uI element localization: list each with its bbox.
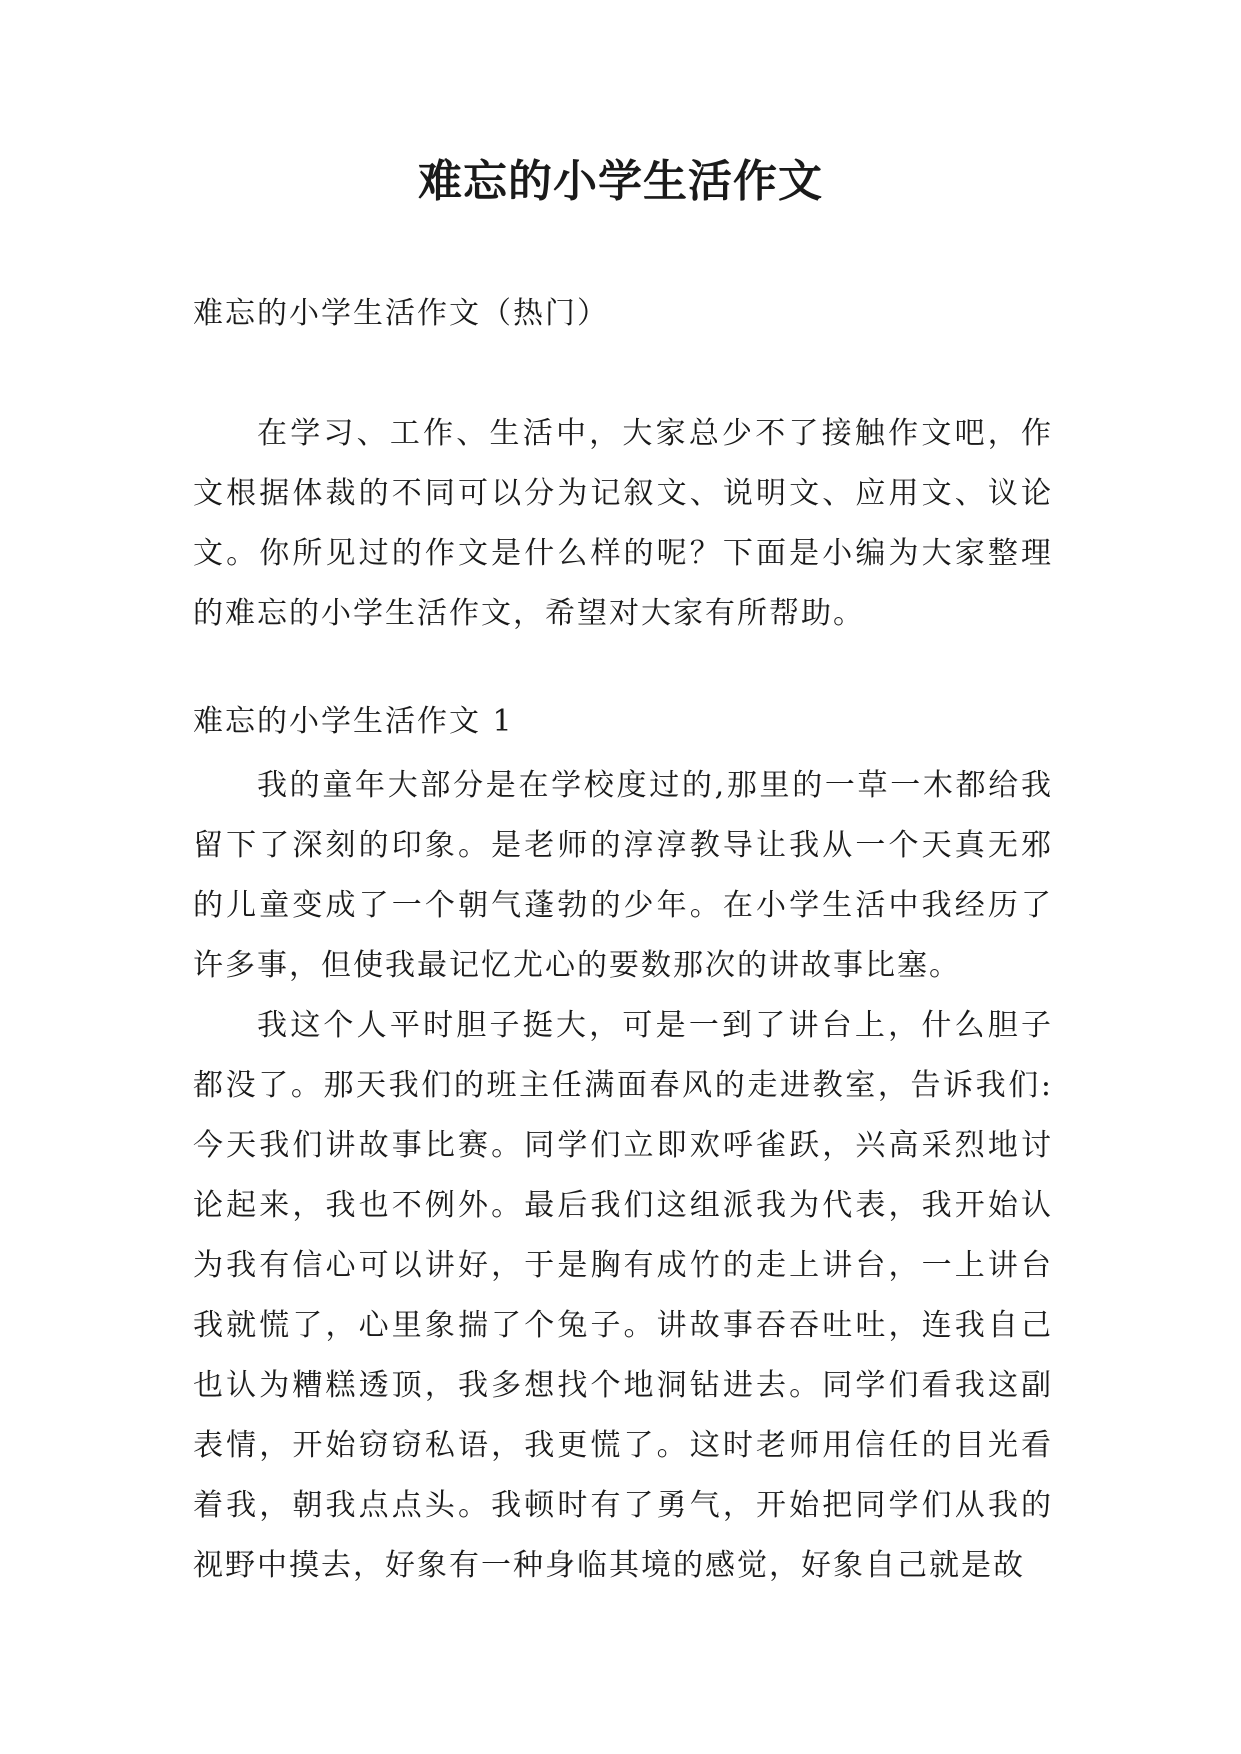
essay-paragraph: 我这个人平时胆子挺大，可是一到了讲台上，什么胆子都没了。那天我们的班主任满面春风的走进教室，告诉我们:今天我们讲故事比赛。同学们立即欢呼雀跃，兴高采烈地讨论起来，我也不例外。最后我们这组派我为代表，我开始认为我有信心可以讲好，于是胸有成竹的走上讲台，一上讲台我就慌了，心里象揣了个兔子。讲故事吞吞吐吐，连我自己也认为糟糕透顶，我多想找个地洞钻进去。同学们看我这副表情，开始窃窃私语，我更慌了。这时老师用信任的目光看着我，朝我点点头。我顿时有了勇气，开始把同学们从我的视野中摸去，好象有一种身临其境的感觉，好象自己就是故 (193, 1008, 1053, 1583)
essay-paragraph: 我的童年大部分是在学校度过的,那里的一草一木都给我留下了深刻的印象。是老师的淳淳教导让我从一个天真无邪的儿童变成了一个朝气蓬勃的少年。在小学生活中我经历了许多事，但使我最记忆尤心的要数那次的讲故事比塞。 (193, 768, 1053, 983)
intro-block (193, 404, 1053, 644)
section-heading: 难忘的小学生活作文 1 (193, 704, 514, 739)
document-title: 难忘的小学生活作文 (418, 156, 823, 207)
essay-body (193, 756, 1053, 1596)
intro-paragraph: 在学习、工作、生活中，大家总少不了接触作文吧，作文根据体裁的不同可以分为记叙文、说明文、应用文、议论文。你所见过的作文是什么样的呢？下面是小编为大家整理的难忘的小学生活作文，希望对大家有所帮助。 (193, 416, 1053, 631)
document-subtitle: 难忘的小学生活作文（热门） (193, 296, 609, 331)
